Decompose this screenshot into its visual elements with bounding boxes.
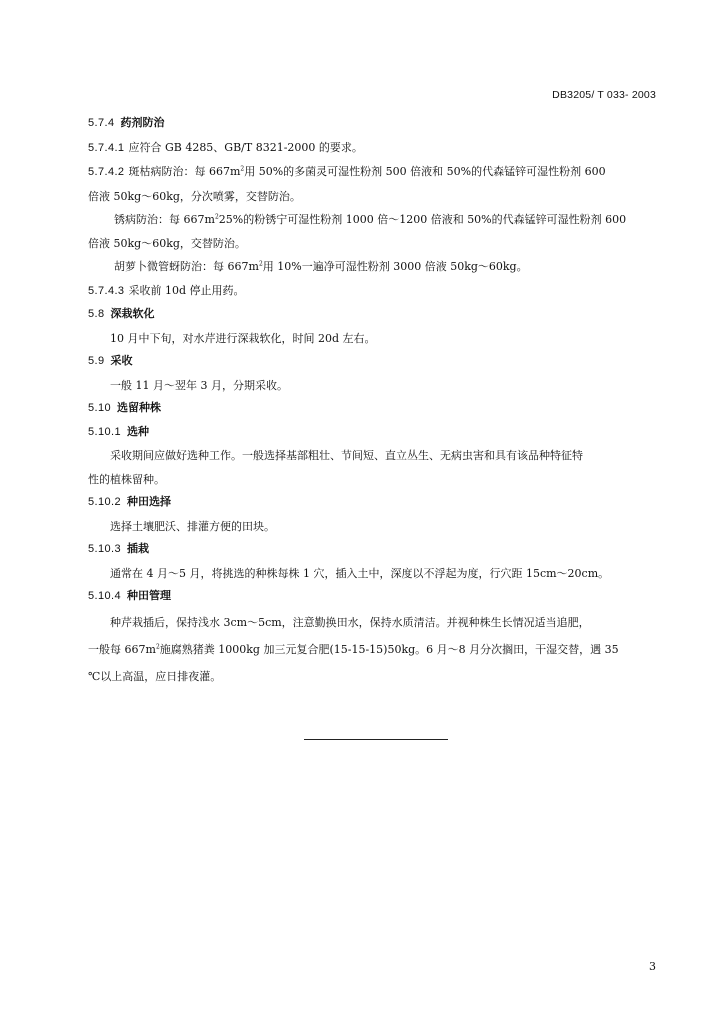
section-number: 5.7.4.2 (88, 166, 125, 178)
paragraph-text: 采收前 10d 停止用药。 (128, 283, 245, 297)
section-5-10-4-line-2 (88, 636, 658, 663)
paragraph-text: 应符合 GB 4285、GB/T 8321-2000 的要求。 (128, 140, 363, 154)
section-title: 插栽 (126, 543, 149, 555)
section-5-10-4-heading (88, 585, 658, 609)
section-number: 5.10.1 (88, 425, 121, 438)
section-number: 5.10.3 (88, 543, 121, 555)
superscript: 2 (258, 260, 263, 268)
paragraph-text: 10 月中下旬，对水芹进行深栽软化，时间 20d 左右。 (110, 331, 376, 345)
section-5-10-3-heading (88, 538, 658, 562)
paragraph-text: 施腐熟猪粪 1000kg 加三元复合肥(15-15-15)50kg。6 月～8 月分次搁田，干湿交替，遇 35 (159, 642, 619, 656)
section-number: 5.9 (88, 355, 105, 367)
paragraph-text: 用 50%的多菌灵可湿性粉剂 500 倍液和 50%的代森锰锌可湿性粉剂 600 (244, 165, 606, 178)
section-5-10-1-line-1 (88, 444, 658, 468)
page-number: 3 (649, 960, 656, 973)
paragraph-text: 选择土壤肥沃、排灌方便的田块。 (110, 519, 275, 533)
section-number: 5.7.4 (88, 117, 115, 129)
section-5-10-1-heading (88, 421, 658, 445)
superscript: 2 (214, 213, 219, 221)
section-5-7-4-heading (88, 112, 658, 136)
section-5-10-4-line-3 (88, 663, 658, 690)
end-of-document-rule (304, 739, 448, 740)
section-number: 5.10 (88, 402, 112, 414)
document-body (88, 112, 658, 690)
paragraph-text: 采收期间应做好选种工作。一般选择基部粗壮、节间短、直立丛生、无病虫害和具有该品种特征特 (110, 449, 583, 462)
superscript: 2 (155, 642, 160, 650)
section-5-9-heading (88, 350, 658, 374)
section-5-7-4-2-line-1 (88, 160, 658, 185)
section-title: 药剂防治 (120, 117, 165, 129)
section-number: 5.7.4.1 (88, 141, 125, 154)
rust-control-line-2 (88, 232, 658, 256)
paragraph-text: 种芹栽插后，保持浅水 3cm～5cm，注意勤换田水，保持水质清洁。并视种株生长情况适当追肥， (110, 615, 590, 629)
section-5-10-4-line-1 (88, 609, 658, 636)
paragraph-text: 性的植株留种。 (88, 472, 165, 486)
paragraph-text: 倍液 50kg～60kg，交替防治。 (88, 236, 246, 250)
paragraph-text: 一般每 667m (88, 642, 156, 656)
section-title: 种田管理 (126, 590, 171, 602)
paragraph-text: 通常在 4 月～5 月，将挑选的种株每株 1 穴，插入土中，深度以不浮起为度，行穴距 15cm～20cm。 (110, 566, 610, 580)
section-5-10-2-text (88, 515, 658, 539)
section-5-7-4-3 (88, 279, 658, 304)
paragraph-text: 一般 11 月～翌年 3 月，分期采收。 (110, 378, 288, 392)
paragraph-text: 25%的粉锈宁可湿性粉剂 1000 倍～1200 倍液和 50%的代森锰锌可湿性粉剂 600 (218, 213, 627, 226)
superscript: 2 (240, 165, 245, 173)
paragraph-text: 斑枯病防治：每 667m (128, 165, 241, 178)
section-number: 5.10.4 (88, 590, 121, 602)
section-number: 5.10.2 (88, 496, 121, 508)
section-5-7-4-1 (88, 136, 658, 161)
section-number: 5.8 (88, 308, 105, 320)
section-5-10-heading (88, 397, 658, 421)
section-5-10-2-heading (88, 491, 658, 515)
section-5-8-text (88, 327, 658, 351)
section-5-8-heading (88, 303, 658, 327)
paragraph-text: ℃以上高温，应日排夜灌。 (88, 669, 222, 683)
aphid-control (88, 255, 658, 279)
rust-control-line-1 (88, 208, 658, 232)
section-title: 选种 (126, 425, 149, 438)
section-5-10-1-line-2 (88, 468, 658, 492)
document-code: DB3205/ T 033- 2003 (552, 89, 656, 101)
paragraph-text: 胡萝卜微管蚜防治：每 667m (114, 260, 259, 273)
section-5-10-3-text (88, 562, 658, 586)
paragraph-text: 用 10%一遍净可湿性粉剂 3000 倍液 50kg～60kg。 (262, 260, 528, 273)
section-title: 种田选择 (126, 496, 171, 508)
paragraph-text: 倍液 50kg～60kg，分次喷雾，交替防治。 (88, 189, 301, 203)
paragraph-text: 锈病防治：每 667m (114, 213, 215, 226)
section-title: 采收 (110, 355, 133, 367)
section-title: 深栽软化 (110, 308, 155, 320)
section-title: 选留种株 (117, 402, 162, 414)
section-number: 5.7.4.3 (88, 284, 125, 297)
section-5-9-text (88, 374, 658, 398)
section-5-7-4-2-line-2 (88, 185, 658, 209)
